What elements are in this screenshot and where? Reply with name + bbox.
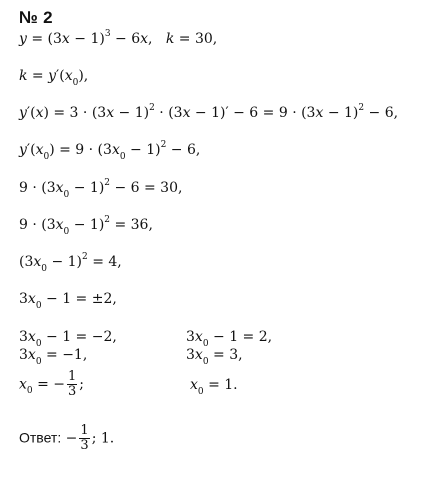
equation-36: $9 \cdot (3x_0 - 1)^2 = 36$, [19,215,153,237]
case2-line2: $3x_0 = 3$, [186,347,243,367]
given-function: $y = (3x - 1)^3 - 6x$, k = 30, [19,29,218,47]
case2-line1: $3x_0 - 1 = 2$, [186,329,273,349]
case1-result: $x_0$ = − $\frac{1}{3}$ ; [19,369,85,399]
equation-line: $9 \cdot (3x_0 - 1)^2 - 6 = 30$, [19,178,183,200]
fraction-one-third: $\frac{1}{3}$ [68,369,77,399]
case1-line2: $3x_0 = -1$, [19,347,88,367]
answer-line: Ответ: − $\frac{1}{3}$ ; 1. [19,423,115,453]
equation-4: $(3x_0 - 1)^2 = 4$, [19,252,122,274]
case2-result: $x_0 = 1$. [190,377,238,397]
plus-minus-line: $3x_0 - 1 = \pm 2$, [19,291,117,311]
derivative-at-x0: $y'(x_0) = 9 \cdot (3x_0 - 1)^2 - 6$, [19,140,201,162]
slope-condition: $k = y'(x_0)$, [19,68,89,88]
case1-line1: $3x_0 - 1 = -2$, [19,329,117,349]
derivative-line: $y'(x) = 3 \cdot (3x - 1)^2 \cdot (3x - 1)' - 6 = 9 \cdot (3x - 1)^2 - 6$, [19,103,399,121]
answer-label: Ответ: [19,429,62,446]
answer-fraction: $\frac{1}{3}$ [80,423,89,453]
problem-number: № 2 [19,8,53,27]
